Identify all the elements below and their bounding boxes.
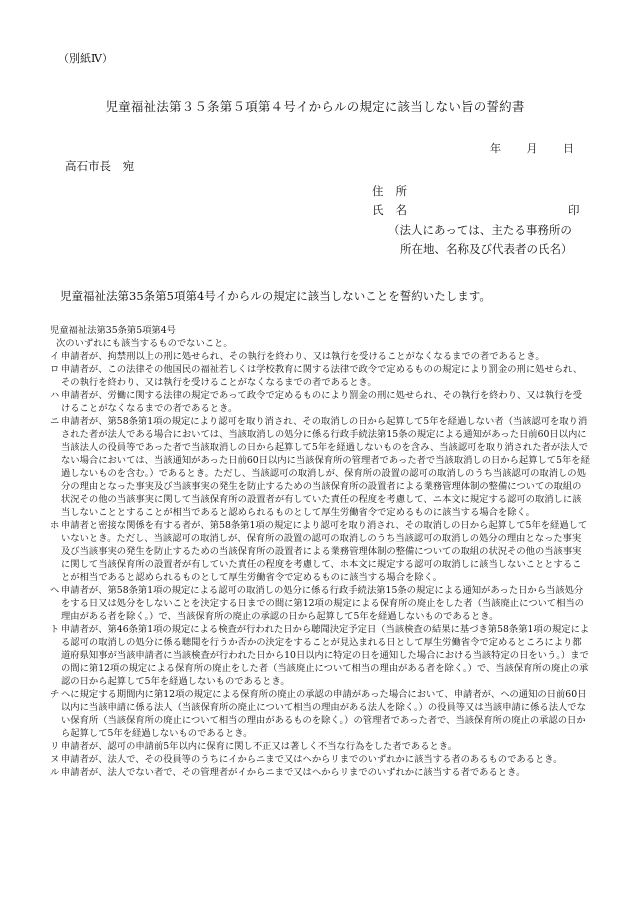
clause-item-marker: リ: [50, 741, 60, 752]
clause-item-ho: [50, 519, 590, 584]
clause-item-text: 申請者が、第58条第1項の規定により認可を取り消され、その取消しの日から起算して5年を経過しない者（当該認可を取り消された者が法人である場合においては、当該取消しの処分に係る行政手続法第15条の規定による通知があった日前60日以内に当該法人の役員等であった者で当該取消しの日から起算して5年を経過しないものを含み、当該認可を取り消された者が法人でない場合においては、当該通知があった日前60日以内に当該保育所の管理者であった者で当該取消しの日から起算して5年を経過しないものを含む。）であるとき。ただし、当該認可の取消しが、保育所の設置の認可の取消しのうち当該認可の取消しの処分の理由となった事実及び当該事実の発生を防止するための当該保育所の設置者による業務管理体制の整備についての取組の状況その他の当該事実に関して当該保育所の設置者が有していた責任の程度を考慮して、ニ本文に規定する認可の取消しに該当しないこととすることが相当であると認められるものとして厚生労働省令で定めるものに該当する場合を除く。: [61, 416, 590, 518]
clause-item-ru: [50, 766, 590, 779]
pledge-statement: 児童福祉法第35条第5項第4号イからルの規定に該当しないことを誓約いたします。: [60, 289, 491, 303]
clause-item-text: ヘに規定する期間内に第12項の規定による保育所の廃止の承認の申請があった場合において、申請者が、ヘの通知の日前60日以内に当該申請に係る法人（当該保育所の廃止について相当の理由がある法人を除く。）の役員等又は当該申請に係る法人でない保育所（当該保育所の廃止について相当の理由があるものを除く。）の管理者であった者で、当該保育所の廃止の承認の日から起算して5年を経過しないものであるとき。: [61, 689, 587, 739]
clause-item-text: 申請者が、この法律その他国民の福祉若しくは学校教育に関する法律で政令で定めるものの規定により罰金の刑に処せられ、その執行を終わり、又は執行を受けることがなくなるまでの者であるとき。: [61, 364, 583, 388]
addressee: 高石市長 宛: [65, 159, 135, 173]
clause-item-marker: ヌ: [50, 754, 60, 765]
clause-item-marker: ニ: [50, 416, 60, 427]
clause-item-marker: イ: [50, 351, 60, 362]
clause-item-i: [50, 350, 590, 363]
clause-item-marker: ル: [50, 767, 60, 778]
clause-item-text: 申請者が、労働に関する法律の規定であって政令で定めるものにより罰金の刑に処せられ、その執行を終わり、又は執行を受けることがなくなるまでの者であるとき。: [61, 390, 583, 414]
clause-heading: 児童福祉法第35条第5項第4号: [50, 325, 176, 336]
applicant-note-line-2: 所在地、名称及び代表者の氏名）: [400, 242, 573, 256]
clause-section: [50, 324, 590, 779]
clause-item-text: 申請者が、法人でない者で、その管理者がイからニまで又はヘからリまでのいずれかに該当する者であるとき。: [61, 767, 526, 778]
clause-item-marker: ロ: [50, 364, 60, 375]
clause-item-marker: ホ: [50, 520, 60, 531]
clause-item-text: 申請者が、法人で、その役員等のうちにイからニまで又はヘからリまでのいずれかに該当する者のあるものであるとき。: [61, 754, 563, 765]
clause-item-text: 申請者が、第46条第1項の規定による検査が行われた日から聴聞決定予定日（当該検査の結果に基づき第58条第1項の規定による認可の取消しの処分に係る聴聞を行うか否かの決定をすることが見込まれる日として厚生労働省令で定めるところにより都道府県知事が当該申請者に当該検査が行われた日から10日以内に特定の日を通知した場合における当該特定の日をいう。）までの間に第12項の規定による保育所の廃止をした者（当該廃止について相当の理由がある者を除く。）で、当該保育所の廃止の承認の日から起算して5年を経過しないものであるとき。: [61, 624, 590, 687]
annex-label: （別紙Ⅳ）: [58, 52, 113, 65]
applicant-note-line-1: （法人にあっては、主たる事務所の: [388, 223, 572, 237]
address-label: 住所: [372, 184, 419, 198]
clause-item-text: 申請者と密接な関係を有する者が、第58条第1項の規定により認可を取り消され、その取消しの日から起算して5年を経過していないとき。ただし、当該認可の取消しが、保育所の設置の認可の取消しのうち当該認可の取消しの処分の理由となった事実及び当該事実の発生を防止するための当該保育所の設置者による業務管理体制の整備についての取組の状況その他の当該事実に関して当該保育所の設置者が有していた責任の程度を考慮して、ホ本文に規定する認可の取消しに該当しないこととすることが相当であると認められるものとして厚生労働省令で定めるものに該当する場合を除く。: [61, 520, 588, 583]
date-line: 年 月 日: [490, 142, 574, 155]
name-label: 氏名: [372, 203, 419, 217]
clause-item-to: [50, 623, 590, 688]
clause-item-text: 申請者が、第58条第1項の規定による認可の取消しの処分に係る行政手続法第15条の規定による通知があった日から当該処分をする日又は処分をしないことを決定する日までの間に第12項の規定による保育所の廃止をした者（当該廃止について相当の理由がある者を除く。）で、当該保育所の廃止の承認の日から起算して5年を経過しないものであるとき。: [61, 585, 584, 622]
clause-item-marker: チ: [50, 689, 60, 700]
clause-item-ro: [50, 363, 590, 389]
clause-item-ni: [50, 415, 590, 519]
clause-item-chi: [50, 688, 590, 740]
clause-item-he: [50, 584, 590, 623]
seal-label: 印: [568, 203, 580, 217]
clause-item-ha: [50, 389, 590, 415]
clause-item-marker: ハ: [50, 390, 60, 401]
clause-item-ri: [50, 740, 590, 753]
clause-item-nu: [50, 753, 590, 766]
clause-item-text: 申請者が、拘禁刑以上の刑に処せられ、その執行を終わり、又は執行を受けることがなくなるまでの者であるとき。: [61, 351, 545, 362]
clause-intro: 次のいずれにも該当するものでないこと。: [56, 338, 233, 349]
clause-item-text: 申請者が、認可の申請前5年以内に保育に関し不正又は著しく不当な行為をした者であるとき。: [61, 741, 458, 752]
clause-item-marker: ヘ: [50, 585, 60, 596]
document-title: 児童福祉法第３５条第５項第４号イからルの規定に該当しない旨の誓約書: [105, 99, 525, 114]
clause-item-marker: ト: [50, 624, 60, 635]
